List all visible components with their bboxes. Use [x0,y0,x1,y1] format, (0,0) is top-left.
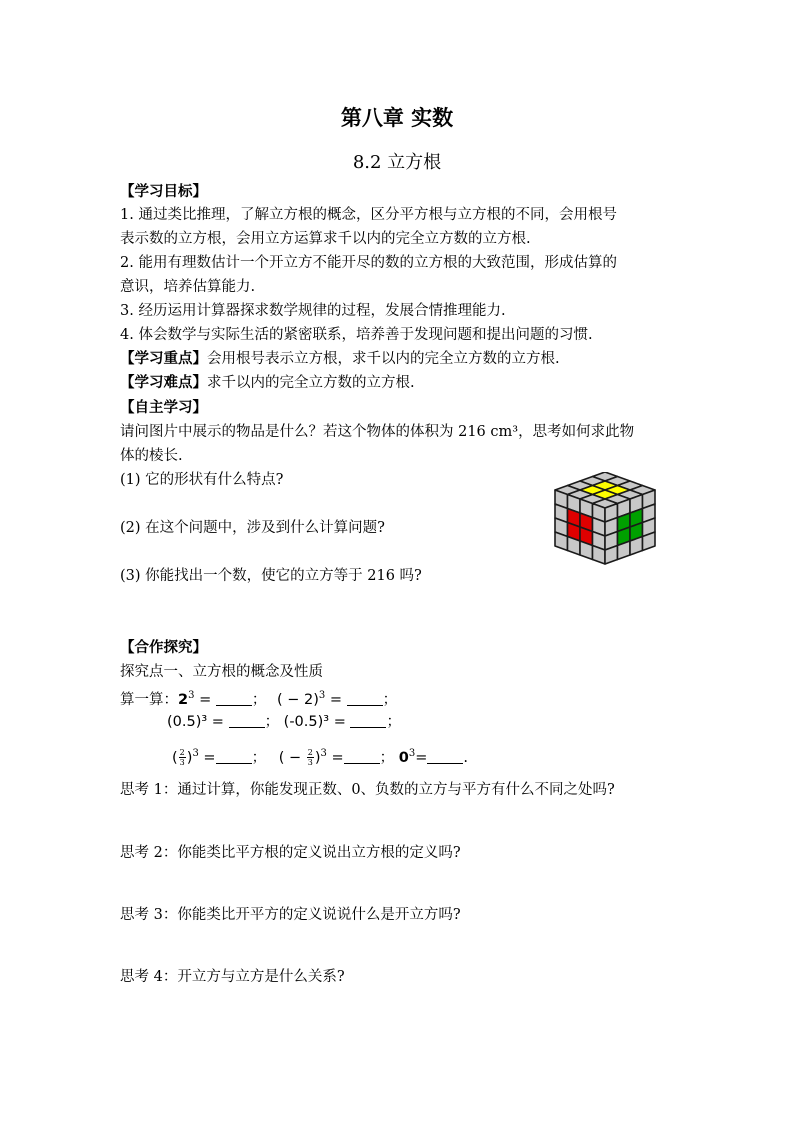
expr-neg-0-5: (-0.5)³ = [283,714,346,730]
calc-row-2: (0.5)³ = ； (-0.5)³ = ； [167,714,401,730]
difficulty-label: 【学习难点】 [120,375,207,391]
calc-label: 算一算： [120,691,178,708]
objective-line: 3. 经历运用计算器探求数学规律的过程，发展合情推理能力. [120,303,506,319]
explore-heading: 【合作探究】 [120,640,207,656]
think-3: 思考 3：你能类比开平方的定义说说什么是开立方吗? [120,907,461,923]
objective-line: 2. 能用有理数估计一个开立方不能开尽的数的立方根的大致范围，形成估算的 [120,255,617,271]
key-point-text: 会用根号表示立方根，求千以内的完全立方数的立方根. [207,351,560,367]
explore-topic: 探究点一、立方根的概念及性质 [120,664,323,680]
calc-row-3: ( $\frac{2}{3}$ )$^3$ = ； ( − $\frac{2}{3}$ )$^3$ = ； $0^3=$ . [172,748,468,768]
answer-blank[interactable] [216,691,252,706]
think-4: 思考 4：开立方与立方是什么关系? [120,969,345,985]
think-2: 思考 2：你能类比平方根的定义说出立方根的定义吗? [120,845,461,861]
self-study-intro: 请问图片中展示的物品是什么？若这个物体的体积为 216 cm³，思考如何求此物 [120,424,635,440]
base-zero: 0 [398,749,409,766]
answer-blank[interactable] [344,749,380,764]
exponent: 3 [318,690,326,701]
fraction: $\frac{2}{3}$ [307,748,313,768]
answer-blank[interactable] [216,749,252,764]
objective-line: 1. 通过类比推理，了解立方根的概念，区分平方根与立方根的不同，会用根号 [120,207,617,223]
rubiks-cube-image [553,472,657,590]
exponent: 3 [192,748,199,759]
base-neg-2: ( − 2) [276,691,319,708]
section-title: 8.2 立方根 [352,152,442,173]
question-1: (1) 它的形状有什么特点? [120,472,284,488]
key-point [120,349,560,369]
self-study-intro-cont: 体的棱长. [120,448,183,464]
difficulty [120,373,415,393]
question-2: (2) 在这个问题中，涉及到什么计算问题? [120,520,385,536]
base-2: 2 [178,691,189,708]
answer-blank[interactable] [229,713,265,728]
self-study-heading: 【自主学习】 [120,400,207,416]
chapter-title: 第八章 实数 [340,106,454,130]
objective-line: 意识，培养估算能力. [120,279,256,295]
key-point-label: 【学习重点】 [120,351,207,367]
objectives-heading: 【学习目标】 [120,184,207,200]
objective-line: 表示数的立方根，会用立方运算求千以内的完全立方数的立方根. [120,231,531,247]
exponent: 3 [320,748,327,759]
answer-blank[interactable] [427,749,463,764]
question-3: (3) 你能找出一个数，使它的立方等于 216 吗? [120,568,422,584]
difficulty-text: 求千以内的完全立方数的立方根. [207,375,415,391]
answer-blank[interactable] [347,691,383,706]
calc-row-1: 算一算：$2^3$ = ； ( − 2)$^3$ = ； [120,690,398,708]
think-1: 思考 1：通过计算，你能发现正数、0、负数的立方与平方有什么不同之处吗? [120,782,615,798]
expr-0-5: (0.5)³ = [167,714,224,730]
fraction: $\frac{2}{3}$ [179,748,185,768]
objective-line: 4. 体会数学与实际生活的紧密联系，培养善于发现问题和提出问题的习惯. [120,327,593,343]
exponent: 3 [408,748,416,759]
exponent: 3 [188,690,195,701]
answer-blank[interactable] [350,713,386,728]
